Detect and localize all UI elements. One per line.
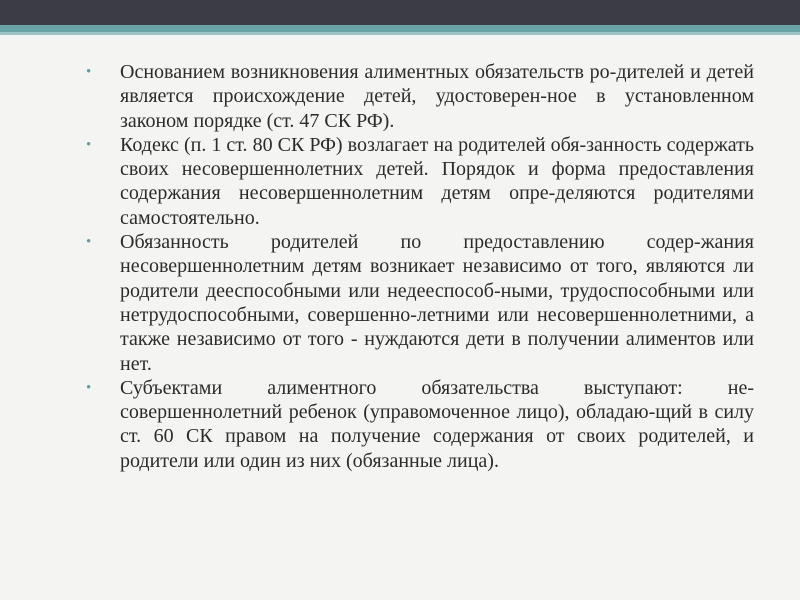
bullet-item-3: [86, 230, 754, 376]
bullet-list: [86, 60, 754, 473]
slide-content: [86, 60, 754, 473]
header-accent-band: [0, 25, 800, 35]
bullet-icon: •: [86, 234, 92, 251]
bullet-icon: •: [86, 64, 92, 80]
header-dark-band: [0, 0, 800, 25]
bullet-icon: •: [86, 136, 92, 153]
bullet-text: Кодекс (п. 1 ст. 80 СК РФ) возлагает на родителей обя-занность содержать своих несовершеннолетних детей. Порядок и форма предоставления содержания несовершеннолетним детям опре-деляются родителями самостоятельно.: [120, 133, 754, 229]
bullet-text: Обязанность родителей по предоставлению содер-жания несовершеннолетним детям возникает независимо от того, являются ли родители дееспособными или недееспособ-ными, трудоспособными или нетрудоспособными, совершенно-летними или несовершеннолетними, а также независимо от того - нуждаются дети в получении алиментов или нет.: [120, 231, 754, 375]
bullet-text: Субъектами алиментного обязательства выступают: не-совершеннолетний ребенок (управомоченное лицо), обладаю-щий в силу ст. 60 СК правом на получение содержания от своих родителей, и родители или один из них (обязанные лица).: [120, 376, 754, 472]
bullet-item-1: [86, 60, 754, 133]
bullet-icon: •: [86, 379, 92, 396]
bullet-item-4: [86, 376, 754, 473]
bullet-item-2: [86, 133, 754, 230]
bullet-text: Основанием возникновения алиментных обязательств ро-дителей и детей является происхождение детей, удостоверен-ное в установленном законом порядке (ст. 47 СК РФ).: [120, 61, 754, 132]
